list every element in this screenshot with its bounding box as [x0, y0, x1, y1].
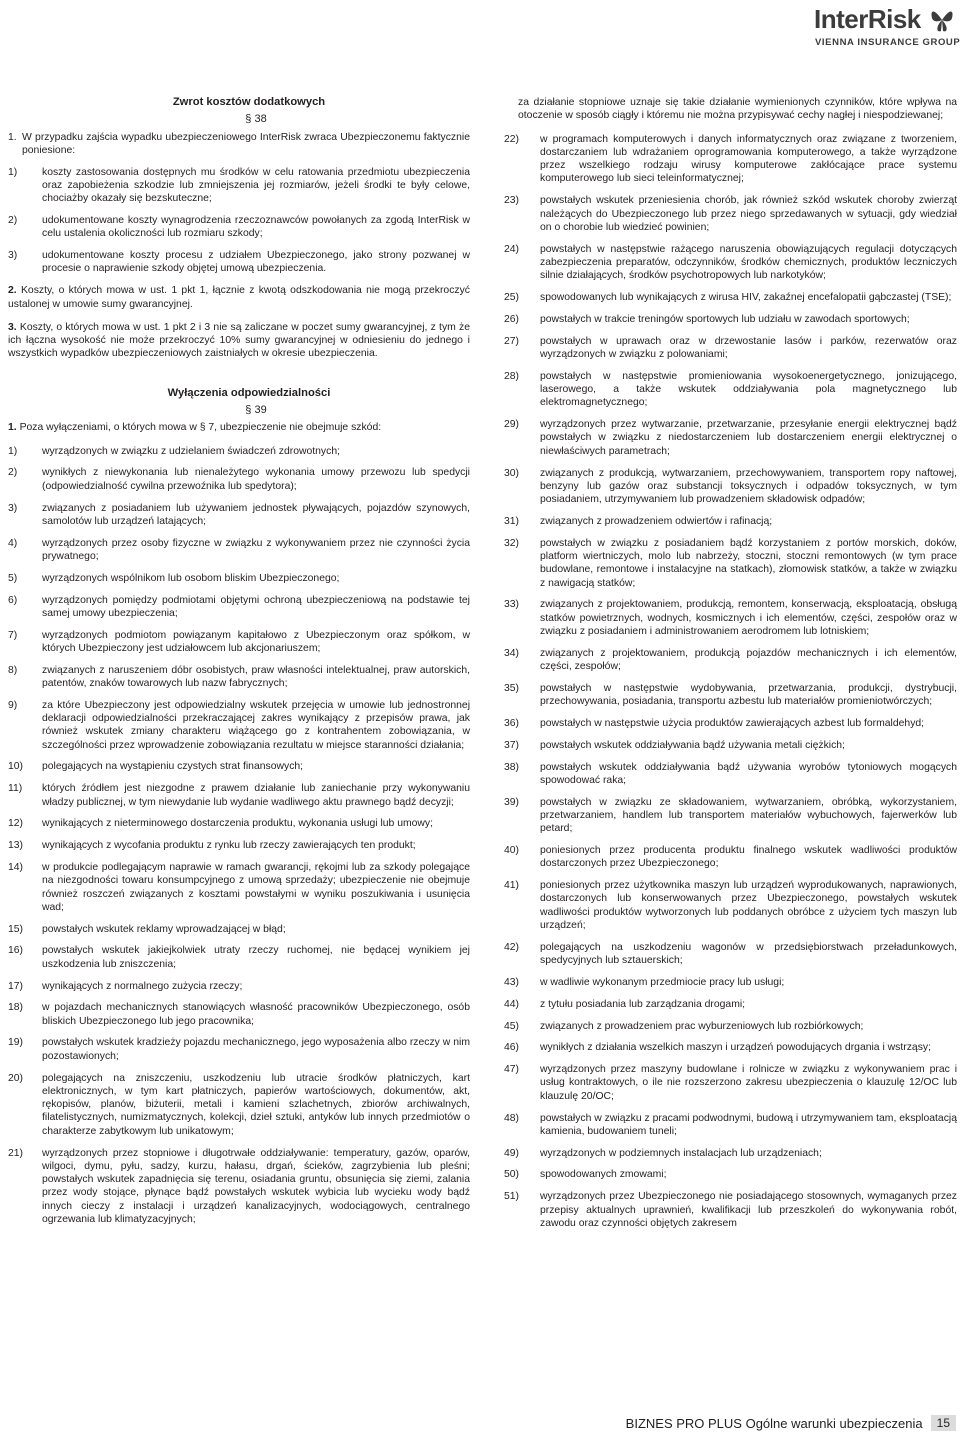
list-item-number: 17) [8, 980, 24, 992]
footer-title: BIZNES PRO PLUS Ogólne warunki ubezpieczenia [625, 1415, 923, 1431]
list-item-text: wyrządzonych podmiotom powiązanym kapitałowo z Ubezpieczonym oraz spółkom, w których Ubezpieczony jest udziałowcem lub akcjonariuszem; [42, 629, 470, 654]
list-item-number: 14) [8, 861, 24, 873]
list-item [8, 664, 470, 691]
list-item [504, 467, 957, 507]
s38-paragraph-1: 1. W przypadku zajścia wypadku ubezpieczeniowego InterRisk zwraca Ubezpieczonemu faktycznie poniesione: [8, 131, 470, 156]
list-item-number: 23) [504, 195, 520, 207]
list-item-number: 34) [504, 647, 520, 659]
list-item [504, 1041, 957, 1054]
list-item-number: 35) [504, 682, 520, 694]
list-item-text: powstałych wskutek jakiejkolwiek utraty rzeczy ruchomej, nie będącej wynikiem jej uszkodzenia lub zniszczenia; [42, 945, 470, 970]
list-item-text: wyrządzonych przez wytwarzanie, przetwarzanie, przesyłanie energii elektrycznej bądź powstałych w związku z niedostarczeniem lub dostarczeniem energii elektrycznej o niewłaściwych parametrach; [540, 419, 957, 457]
list-item-number: 5) [8, 572, 18, 584]
page-footer [626, 1415, 956, 1431]
list-item-text: wynikających z wycofania produktu z rynku lub rzeczy zawierających ten produkt; [42, 840, 416, 852]
list-item-number: 10) [8, 761, 24, 773]
list-item [8, 923, 470, 936]
list-item [504, 313, 957, 326]
list-item-text: powstałych w następstwie użycia produktów zawierających azbest lub formaldehyd; [540, 717, 925, 729]
list-item [8, 1036, 470, 1063]
list-item [504, 682, 957, 709]
s38-list [8, 166, 470, 276]
list-item [504, 598, 957, 638]
list-item-number: 2) [8, 467, 18, 479]
list-item-number: 11) [8, 783, 23, 795]
list-item-text: związanych z projektowaniem, produkcją pojazdów mechanicznych i ich elementów, części, zespołów; [540, 647, 957, 673]
list-item-number: 43) [504, 976, 520, 988]
list-item-number: 22) [504, 133, 520, 145]
list-item [8, 861, 470, 914]
list-item-text: powstałych wskutek przeniesienia chorób, jak również szkód wskutek choroby zwierząt należących do Ubezpieczonego lub przez niego sprzedawanych w sytuacji, gdy wiedział on o chorobie lub wiedzieć powinien; [540, 195, 957, 233]
list-item [8, 817, 470, 830]
list-item-text: powstałych w trakcie treningów sportowych lub udziału w zawodach sportowych; [540, 313, 910, 325]
section-38-number: § 38 [245, 113, 267, 126]
list-item-text: powstałych w związku z posiadaniem bądź korzystaniem z portów morskich, doków, platform wiertniczych, molo lub nabrzeży, stoczni, stoczni remontowych (w tym prace budowlane, remontowe i instalacyjne na statkach), złomowisk statków, a także w związku z nawigacją statków; [540, 537, 957, 589]
s39-paragraph-1: 1. Poza wyłączeniami, o których mowa w § 7, ubezpieczenie nie obejmuje szkód: [8, 422, 382, 434]
section-39-number: § 39 [245, 404, 267, 417]
list-item-text: powstałych w uprawach oraz w drzewostanie lasów i parków, rezerwatów oraz wyrządzonych w związku z polowaniami; [540, 335, 957, 360]
list-item [504, 243, 957, 283]
list-item-number: 13) [8, 840, 24, 852]
list-item-text: powstałych w następstwie wydobywania, przetwarzania, produkcji, dystrybucji, przechowywania, posiadania, transportu azbestu lub materiałów promieniotwórczych; [540, 682, 957, 708]
list-item-text: związanych z projektowaniem, produkcją, remontem, konserwacją, eksploatacją, obsługą statków powietrznych, wodnych, kosmicznych i ich elementów, części, zespołów oraz w związku z posiadaniem i administrowaniem aerodromem lub lotniskiem; [540, 599, 957, 637]
list-item-text: związanych z prowadzeniem prac wyburzeniowych lub rozbiórkowych; [540, 1020, 864, 1032]
list-item-number: 50) [504, 1169, 520, 1181]
list-item-text: koszty zastosowania dostępnych mu środków w celu ratowania przedmiotu ubezpieczenia oraz zapobieżenia szkodzie lub zmniejszenia jej rozmiarów, jeżeli środki te były celowe, chociażby okazały się bezskuteczne; [42, 166, 470, 205]
list-item [504, 335, 957, 362]
list-item-number: 48) [504, 1112, 520, 1124]
list-item-text: wyrządzonych pomiędzy podmiotami objętymi ochroną ubezpieczeniową na podstawie tej samej umowy ubezpieczenia; [42, 594, 470, 619]
list-item [8, 699, 470, 752]
list-item [504, 515, 957, 528]
list-item-number: 1) [8, 445, 18, 457]
list-item-number: 33) [504, 599, 520, 611]
list-item [8, 445, 470, 458]
list-item-text: polegających na zniszczeniu, uszkodzeniu lub utracie środków płatniczych, kart elektronicznych, w tym kart płatniczych, papierów wartościowych, dokumentów, akt, rękopisów, planów, biżuterii, metali i kamieni szlachetnych, zbiorów archiwalnych, filatelistycznych, numizmatycznych, kolekcji, dzieł sztuki, antyków lub innych przedmiotów o charakterze zabytkowym lub unikatowym; [42, 1072, 470, 1137]
right-column [504, 96, 957, 1239]
list-item-number: 21) [8, 1147, 24, 1159]
list-item-number: 44) [504, 998, 520, 1010]
list-item-number: 25) [504, 292, 520, 304]
list-item-text: wyrządzonych wspólnikom lub osobom bliskim Ubezpieczonego; [42, 572, 340, 584]
page-number: 15 [931, 1415, 956, 1431]
list-item-number: 47) [504, 1064, 520, 1076]
logo-group-name: VIENNA INSURANCE GROUP [815, 37, 960, 48]
list-item-text: spowodowanych lub wynikających z wirusa HIV, zakaźnej encefalopatii gąbczastej (TSE); [540, 292, 952, 304]
list-item-text: wynikłych z niewykonania lub nienależytego wykonania umowy przewozu lub spedycji (odpowiedzialność cywilna przewoźnika lub spedytora); [42, 467, 470, 492]
list-item-number: 32) [504, 537, 520, 549]
list-item [504, 796, 957, 836]
s38-paragraph-3: 3. Koszty, o których mowa w ust. 1 pkt 2 i 3 nie są zaliczane w poczet sumy gwarancyjnej, z tym że ich łączna wysokość nie może przekroczyć 10% sumy gwarancyjnej w odniesieniu do jednego i wszystkich wypadków ubezpieczeniowych zaistniałych w okresie ubezpieczenia. [8, 321, 470, 360]
list-item [8, 629, 470, 656]
list-item [504, 761, 957, 788]
list-item [504, 998, 957, 1011]
list-item-text: udokumentowane koszty wynagrodzenia rzeczoznawców powołanych za zgodą InterRisk w celu ustalenia okoliczności lub rozmiaru szkody; [42, 215, 470, 240]
list-item [504, 194, 957, 234]
list-item [504, 1112, 957, 1139]
list-item [504, 291, 957, 304]
list-item [504, 717, 957, 730]
list-item [504, 739, 957, 752]
list-item-text: powstałych wskutek reklamy wprowadzającej w błąd; [42, 923, 286, 935]
list-item-number: 29) [504, 419, 520, 431]
list-item [8, 1147, 470, 1227]
list-item-number: 45) [504, 1020, 520, 1032]
list-item [8, 214, 470, 241]
list-item-text: wyrządzonych przez Ubezpieczonego nie posiadającego stosownych, wymaganych przez przepisy aktualnych uprawnień, kwalifikacji lub przeszkoleń do wykonywania robót, zawodu oraz czynności objętych zakresem [540, 1191, 957, 1229]
list-item [504, 941, 957, 968]
list-item-number: 7) [8, 629, 18, 641]
list-item-text: związanych z naruszeniem dóbr osobistych, praw własności intelektualnej, praw autorskich, patentów, znaków towarowych lub nazw fabrycznych; [42, 664, 470, 689]
list-item-text: w produkcie podlegającym naprawie w ramach gwarancji, rękojmi lub za szkody polegające na niezgodności towaru konsumpcyjnego z umową sprzedaży; ubezpieczenie nie obejmuje również roszczeń związanych z kosztami powstałymi w wyniku poszukiwania i usunięcia wad; [42, 861, 470, 913]
list-item [8, 760, 470, 773]
list-item-number: 51) [504, 1191, 520, 1203]
list-item-text: wyrządzonych przez maszyny budowlane i rolnicze w związku z wykonywaniem prac i usług kontraktowych, o ile nie rozszerzono zakresu ubezpieczenia o klauzulę 12/OC lub klauzulę 20/OC; [540, 1064, 957, 1102]
list-item [504, 1063, 957, 1103]
list-item-text: za które Ubezpieczony jest odpowiedzialny wskutek przejęcia w umowie lub jednostronnej deklaracji odpowiedzialności przekraczającej zakres wynikający z przepisów prawa, jak również wskutek zmiany charakteru wiążącego go z kontrahentem zobowiązania, w szczególności przez wprowadzenie zobowiązania rezultatu w miejsce staranności działania; [42, 699, 470, 751]
list-item [8, 466, 470, 493]
list-item [504, 1168, 957, 1181]
list-item-number: 42) [504, 941, 520, 953]
list-item-text: wynikających z nieterminowego dostarczenia produktu, wykonania usługi lub umowy; [42, 818, 434, 830]
list-item-text: spowodowanych zmowami; [540, 1169, 667, 1181]
list-item [504, 844, 957, 871]
list-item-number: 15) [8, 923, 24, 935]
list-item-text: w programach komputerowych i danych informatycznych oraz związane z tworzeniem, dostarczaniem lub wdrażaniem oprogramowania komputerowego, a także wyrządzone przez wszelkiego rodzaju wirusy komputerowe zakłócające prace systemu komputerowego lub sieci teleinformatycznej; [540, 133, 957, 185]
list-item-text: wynikłych z działania wszelkich maszyn i urządzeń powodujących drgania i wstrząsy; [540, 1042, 931, 1054]
list-item-number: 39) [504, 796, 520, 808]
list-item-number: 37) [504, 739, 520, 751]
list-item [8, 249, 470, 276]
list-item-text: powstałych w następstwie promieniowania wysokoenergetycznego, jonizującego, laserowego, a także wskutek oddziaływania pola magnetycznego lub elektromagnetycznego; [540, 370, 957, 409]
list-item-text: związanych z posiadaniem lub używaniem jednostek pływających, pojazdów szynowych, samolotów lub urządzeń latających; [42, 502, 470, 527]
list-item-text: poniesionych przez producenta produktu finalnego wskutek wadliwości produktów dostarczonych przez Ubezpieczonego; [540, 845, 957, 870]
list-item-text: których źródłem jest niezgodne z prawem działanie lub zaniechanie przy wykonywaniu władzy publicznej, w tym niewydanie lub wydanie wadliwego aktu prawnego bądź decyzji; [42, 783, 470, 808]
list-item-text: związanych z produkcją, wytwarzaniem, przechowywaniem, transportem ropy naftowej, benzyny lub gazów oraz substancji toksycznych i odpadów toksycznych, w tym posiadaniem, utrzymywaniem lub prowadzeniem składowisk odpadów; [540, 467, 957, 506]
list-item-number: 38) [504, 761, 520, 773]
list-item-text: związanych z prowadzeniem odwiertów i rafinacją; [540, 515, 773, 527]
list-item-text: powstałych wskutek kradzieży pojazdu mechanicznego, jego wyposażenia albo rzeczy w nim pozostawionych; [42, 1037, 470, 1062]
list-item [8, 594, 470, 621]
list-item-number: 3) [8, 502, 18, 514]
list-item-number: 41) [504, 880, 520, 892]
list-item-number: 9) [8, 699, 18, 711]
list-item [504, 1020, 957, 1033]
list-item-text: powstałych wskutek oddziaływania bądź używania metali ciężkich; [540, 739, 845, 751]
list-item-text: w pojazdach mechanicznych stanowiących własność pracowników Ubezpieczonego, osób bliskich Ubezpieczonego lub jego pracownika; [42, 1002, 470, 1027]
s38-paragraph-2: 2. Koszty, o których mowa w ust. 1 pkt 1, łącznie z kwotą odszkodowania nie mogą przekroczyć ustalonej w umowie sumy gwarancyjnej. [8, 285, 470, 310]
list-item-number: 16) [8, 945, 24, 957]
list-item-text: powstałych w następstwie rażącego naruszenia obowiązujących regulacji dotyczących zabezpieczenia preparatów, odczynników, środków chemicznych, produktów leczniczych silnie działających, środków psychotropowych lub narkotyków; [540, 243, 957, 282]
list-item [8, 1072, 470, 1138]
list-item [504, 647, 957, 674]
list-item-text: powstałych w związku ze składowaniem, wytwarzaniem, obróbką, wykorzystaniem, przetwarzaniem, handlem lub transportem materiałów wybuchowych, fajerwerków lub petard; [540, 796, 957, 835]
list-item-number: 36) [504, 717, 520, 729]
list-item [8, 572, 470, 585]
list-item-text: wyrządzonych przez osoby fizyczne w związku z wykonywaniem przez nie czynności życia prywatnego; [42, 537, 470, 562]
list-item [8, 980, 470, 993]
list-item-number: 19) [8, 1037, 24, 1049]
list-item [504, 1147, 957, 1160]
list-item-text: wyrządzonych w związku z udzielaniem świadczeń zdrowotnych; [42, 445, 340, 457]
list-item [504, 370, 957, 410]
left-column [8, 96, 470, 1235]
list-item-number: 2) [8, 215, 18, 227]
list-item-text: powstałych wskutek oddziaływania bądź używania wyrobów tytoniowych mogących spowodować raka; [540, 761, 957, 786]
list-item [8, 502, 470, 529]
list-item-text: polegających na uszkodzeniu wagonów w przedsiębiorstwach przeładunkowych, spedycyjnych lub sztauerskich; [540, 941, 957, 967]
list-item-text: polegających na wystąpieniu czystych strat finansowych; [42, 761, 304, 773]
list-item-number: 26) [504, 313, 520, 325]
s39-list-left [8, 445, 470, 1227]
list-item-number: 18) [8, 1002, 24, 1014]
list-item [8, 839, 470, 852]
section-38-title: Zwrot kosztów dodatkowych [172, 96, 326, 108]
list-item-number: 6) [8, 594, 18, 606]
logo-name: InterRisk [814, 4, 921, 34]
list-item [8, 166, 470, 206]
list-item-text: wyrządzonych w podziemnych instalacjach lub urządzeniach; [540, 1147, 822, 1159]
list-item-text: wyrządzonych przez stopniowe i długotrwałe oddziaływanie: temperatury, gazów, oparów, wilgoci, dymu, pyłu, sadzy, kurzu, hałasu, drgań, ścieków, zagrzybienia lub pleśni; powstałych wskutek zapadnięcia się terenu, osiadania gruntu, obsunięcia się ziemi, zalania przez wody stojące, płynące bądź powstałych wskutek wybicia lub wycieku wody bądź innych cieczy z instalacji i urządzeń kanalizacyjnych, wodociągowych, centralnego ogrzewania lub klimatyzacyjnych; [42, 1147, 470, 1225]
list-item-number: 1) [8, 166, 18, 178]
list-item [504, 879, 957, 932]
list-item [8, 1001, 470, 1028]
list-item-number: 20) [8, 1072, 24, 1084]
list-item-text: udokumentowane koszty procesu z udziałem Ubezpieczonego, jako strony pozwanej w procesie o naprawienie szkody objętej umową ubezpieczenia. [42, 250, 470, 275]
section-39-title: Wyłączenia odpowiedzialności [167, 386, 331, 399]
list-item [504, 976, 957, 989]
list-item-number: 31) [504, 515, 520, 527]
butterfly-logo-icon [930, 6, 954, 34]
list-item-number: 3) [8, 250, 18, 262]
list-item-text: poniesionych przez użytkownika maszyn lub urządzeń wyprodukowanych, naprawionych, dostarczonych lub konserwowanych przez Ubezpieczonego, powstałych wskutek wadliwości produktów wytworzonych lub poddanych obróbce z użyciem tych maszyn lub urządzeń; [540, 880, 957, 932]
list-item [504, 1190, 957, 1230]
list-item [8, 537, 470, 564]
list-item-number: 49) [504, 1147, 520, 1159]
list-item [504, 133, 957, 186]
list-item-number: 27) [504, 335, 520, 347]
list-item-number: 12) [8, 818, 24, 830]
list-item-text: powstałych w związku z pracami podwodnymi, budową i utrzymywaniem tam, eksploatacją kamienia, budowaniem tuneli; [540, 1112, 957, 1137]
list-item-number: 40) [504, 845, 520, 857]
list-item-number: 28) [504, 370, 520, 382]
s39-list-right [504, 133, 957, 1231]
list-item [504, 418, 957, 458]
list-item-number: 4) [8, 537, 18, 549]
list-item-number: 24) [504, 243, 520, 255]
interrisk-logo [814, 4, 960, 50]
list-item [8, 782, 470, 809]
list-item [8, 944, 470, 971]
s39-item-21-continuation: za działanie stopniowe uznaje się takie działanie wymienionych czynników, które wpływa na otoczenie w sposób ciągły i któremu nie można przypisywać cechy nagłej i niespodziewanej; [518, 97, 957, 122]
list-item-number: 30) [504, 467, 520, 479]
list-item-text: wynikających z normalnego zużycia rzeczy; [42, 980, 243, 992]
list-item-text: z tytułu posiadania lub zarządzania drogami; [540, 998, 746, 1010]
list-item-text: w wadliwie wykonanym przedmiocie pracy lub usługi; [540, 976, 785, 988]
list-item [504, 537, 957, 590]
list-item-number: 8) [8, 664, 18, 676]
list-item-number: 46) [504, 1042, 520, 1054]
